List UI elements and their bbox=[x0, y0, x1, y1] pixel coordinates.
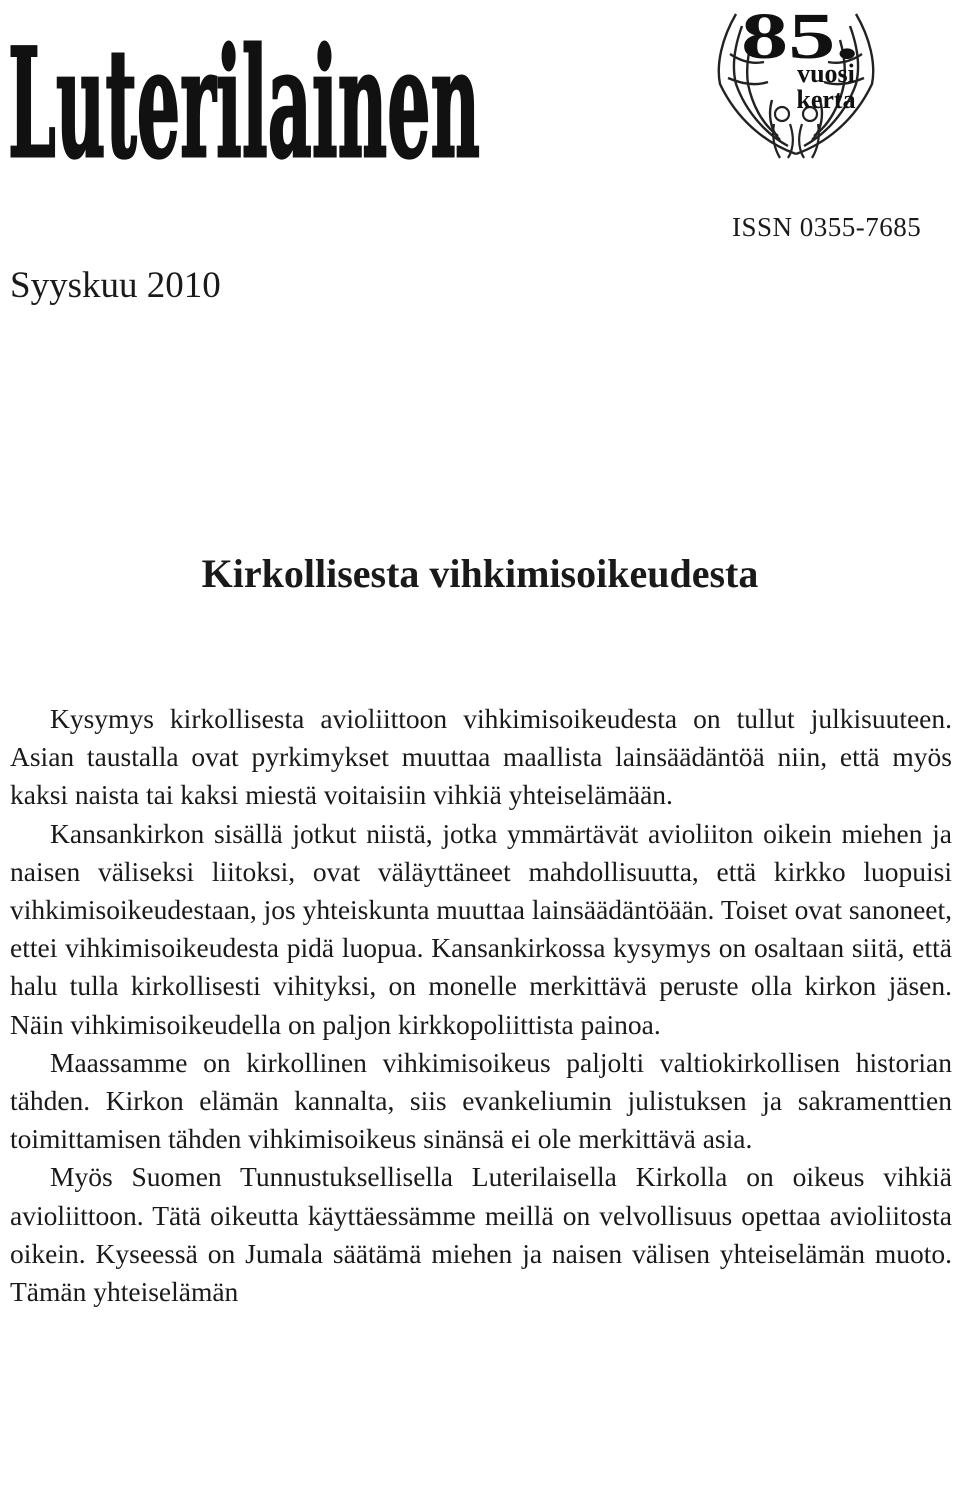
anniversary-badge bbox=[708, 4, 884, 180]
issue-date: Syyskuu 2010 bbox=[10, 265, 221, 306]
article-body bbox=[10, 700, 952, 1311]
article-paragraph: Myös Suomen Tunnustuksellisella Luterilaisella Kirkolla on oikeus vihkiä avioliittoon. Tätä oikeutta käyttäessämme meillä on velvollisuus opettaa avioliitosta oikein. Kyseessä on Jumala säätämä miehen ja naisen välisen yhteiselämän muoto. Tämän yhteiselämän bbox=[10, 1161, 952, 1308]
masthead-title: Luterilainen bbox=[8, 24, 480, 184]
article-paragraph: Kysymys kirkollisesta avioliittoon vihkimisoikeudesta on tullut julkisuuteen. Asian taustalla ovat pyrkimykset muuttaa maallista lainsäädäntöä niin, että myös kaksi naista tai kaksi miestä voitaisiin vihkiä yhteiselämään. bbox=[10, 703, 952, 811]
issn-label: ISSN 0355-7685 bbox=[732, 212, 922, 242]
praying-figures-icon bbox=[773, 107, 819, 158]
badge-line1: vuosi bbox=[797, 59, 855, 88]
badge-number: 85. bbox=[741, 4, 859, 73]
article-paragraph: Maassamme on kirkollinen vihkimisoikeus paljolti valtiokirkollisen historian tähden. Kirkon elämän kannalta, siis evankeliumin julistuksen ja sakramenttien toimittamisen tähden vihkimisoikeus sinänsä ei ole merkittävä asia. bbox=[10, 1046, 952, 1155]
article-paragraph: Kansankirkon sisällä jotkut niistä, jotka ymmärtävät avioliiton oikein miehen ja naisen väliseksi liitoksi, ovat väläyttäneet mahdollisuutta, että kirkko luopuisi vihkimisoikeudestaan, jos yhteiskunta muuttaa lainsäädäntöään. Toiset ovat sanoneet, ettei vihkimisoikeudesta pidä luopua. Kansankirkossa kysymys on osaltaan siitä, että halu tulla kirkollisesti vihityksi, on monelle merkittävä peruste olla kirkon jäsen. Näin vihkimisoikeudella on paljon kirkkopoliittista painoa. bbox=[10, 817, 952, 1040]
article-title: Kirkollisesta vihkimisoikeudesta bbox=[201, 551, 759, 596]
badge-line2: kerta bbox=[796, 85, 856, 114]
masthead-logo bbox=[6, 24, 486, 184]
